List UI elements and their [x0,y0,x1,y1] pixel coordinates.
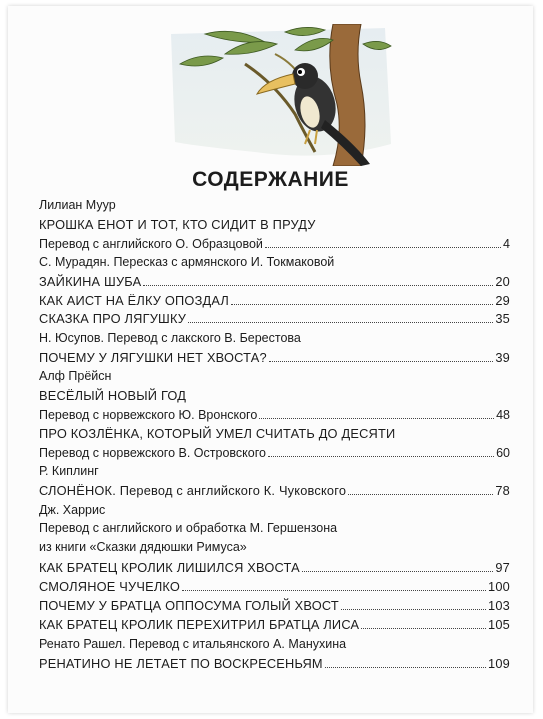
author-credit: Алф Прёйсн [39,369,112,383]
toc-text-line [39,637,510,657]
page-number: 29 [495,293,510,308]
toc-entry [39,293,510,313]
author-credit: Н. Юсупов. Перевод с лакского В. Берестова [39,331,301,345]
toc-text-line [39,255,510,275]
author-credit: С. Мурадян. Пересказ с армянского И. Токмаковой [39,255,335,269]
toc-entry [39,560,510,580]
story-title: РЕНАТИНО НЕ ЛЕТАЕТ ПО ВОСКРЕСЕНЬЯМ [39,656,323,671]
page-number: 35 [495,311,510,326]
toc-text-line [39,217,510,237]
story-title: СМОЛЯНОЕ ЧУЧЕЛКО [39,579,181,594]
story-title: ПОЧЕМУ У БРАТЦА ОППОСУМА ГОЛЫЙ ХВОСТ [39,598,339,613]
page-number: 48 [496,408,510,422]
toc-text-line [39,503,510,523]
toc-entry [39,598,510,618]
page-title: СОДЕРЖАНИЕ [192,168,349,191]
dot-leader [348,484,493,495]
author-credit: Р. Киплинг [39,464,99,478]
dot-leader [268,446,494,457]
toc-entry [39,656,510,676]
story-title: КАК БРАТЕЦ КРОЛИК ПЕРЕХИТРИЛ БРАТЦА ЛИСА [39,617,360,632]
page-number: 39 [495,350,510,365]
toc-text-line [39,388,510,408]
toc-text-line [39,198,510,218]
story-title: СКАЗКА ПРО ЛЯГУШКУ [39,311,187,326]
page-number: 60 [496,446,510,460]
dot-leader [269,351,494,362]
author-credit: Ренато Рашел. Перевод с итальянского А. Манухина [39,637,347,651]
author-credit: Лилиан Муур [39,198,116,212]
toc-text-line [39,464,510,484]
toc-text-line [39,521,510,541]
story-title: КАК БРАТЕЦ КРОЛИК ЛИШИЛСЯ ХВОСТА [39,560,300,575]
toc-text-line [39,331,510,351]
dot-leader [302,561,494,572]
dot-leader [143,275,493,286]
toc-entry [39,579,510,599]
page-number: 4 [503,237,510,251]
toc-entry [39,483,510,503]
story-title: ПРО КОЗЛЁНКА, КОТОРЫЙ УМЕЛ СЧИТАТЬ ДО ДЕСЯТИ [39,426,396,441]
page-number: 103 [488,598,510,613]
toc-entry [39,617,510,637]
story-title: СЛОНЁНОК. Перевод с английского К. Чуковского [39,483,347,498]
toc-entry [39,237,510,257]
toc-entry [39,311,510,331]
page-number: 100 [488,579,510,594]
toc-text-line [39,540,510,560]
dot-leader [341,599,486,610]
author-credit: Перевод с норвежского В. Островского [39,446,266,460]
page-number: 78 [495,483,510,498]
dot-leader [188,312,493,323]
toc-entry [39,350,510,370]
story-title: КАК АИСТ НА ЁЛКУ ОПОЗДАЛ [39,293,229,308]
story-title: ВЕСЁЛЫЙ НОВЫЙ ГОД [39,388,187,403]
dot-leader [265,237,501,248]
story-title: КРОШКА ЕНОТ И ТОТ, КТО СИДИТ В ПРУДУ [39,217,316,232]
toc-entry [39,446,510,466]
toc-entry [39,274,510,294]
bird-on-branch-icon [165,24,395,166]
author-credit: из книги «Сказки дядюшки Римуса» [39,540,247,554]
dot-leader [259,408,494,419]
author-credit: Перевод с норвежского Ю. Вронского [39,408,258,422]
page-number: 20 [495,274,510,289]
page-number: 109 [488,656,510,671]
author-credit: Дж. Харрис [39,503,106,517]
story-title: ПОЧЕМУ У ЛЯГУШКИ НЕТ ХВОСТА? [39,350,267,365]
dot-leader [231,294,493,305]
toc-entry [39,408,510,428]
author-credit: Перевод с английского О. Образцовой [39,237,263,251]
dot-leader [325,657,486,668]
dot-leader [182,580,486,591]
toc-text-line [39,369,510,389]
story-title: ЗАЙКИНА ШУБА [39,274,142,289]
dot-leader [361,618,486,629]
page-number: 105 [488,617,510,632]
author-credit: Перевод с английского и обработка М. Гершензона [39,521,338,535]
book-page [8,6,533,713]
toc-text-line [39,426,510,446]
page-number: 97 [495,560,510,575]
